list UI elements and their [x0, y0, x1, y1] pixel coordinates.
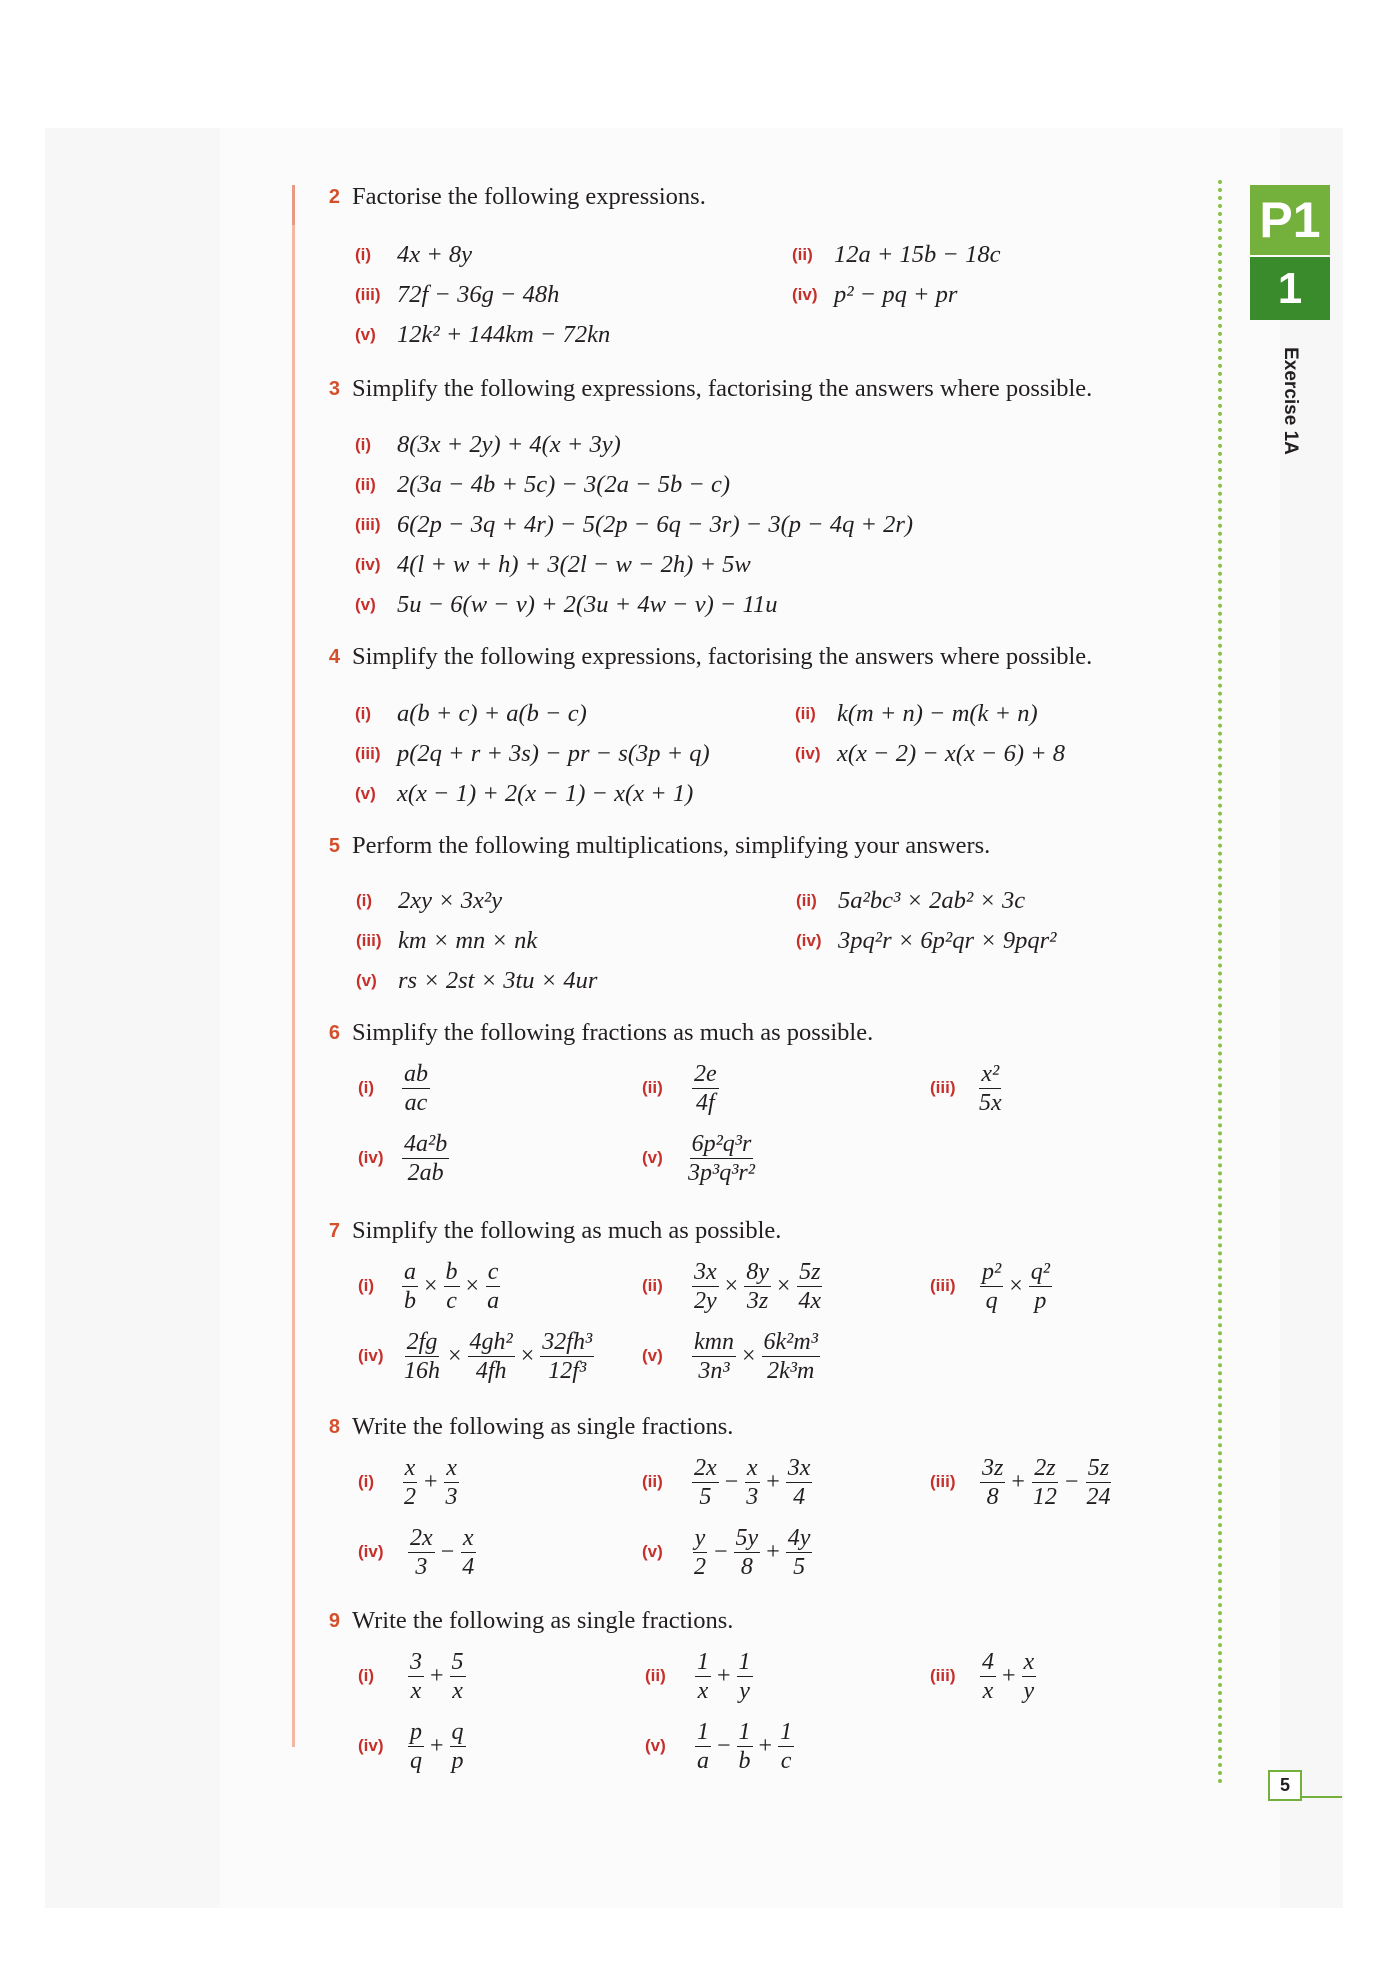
- item-label: (ii): [355, 475, 376, 494]
- item-label: (i): [355, 245, 372, 264]
- item-label: (ii): [796, 891, 817, 910]
- expression: 2(3a − 4b + 5c) − 3(2a − 5b − c): [397, 471, 731, 498]
- fraction: [408, 1648, 424, 1705]
- fraction: [1084, 1454, 1112, 1511]
- denominator: x: [410, 1677, 422, 1704]
- fraction: [402, 1328, 442, 1385]
- denominator: 2k³m: [767, 1357, 815, 1384]
- denominator: b: [738, 1747, 751, 1774]
- margin-rule: [292, 185, 295, 1747]
- denominator: 8: [740, 1553, 753, 1580]
- item-label: (v): [355, 595, 376, 614]
- denominator: y: [1023, 1677, 1035, 1704]
- expression: k(m + n) − m(k + n): [837, 700, 1038, 727]
- chapter-number-tab: 1: [1250, 257, 1330, 320]
- fraction: [692, 1060, 719, 1117]
- denominator: 5x: [979, 1089, 1002, 1116]
- operator: ×: [424, 1272, 438, 1299]
- expression: 6(2p − 3q + 4r) − 5(2p − 6q − 3r) − 3(p − 4q + 2r): [397, 511, 914, 538]
- numerator: kmn: [694, 1328, 734, 1355]
- expression: 8(3x + 2y) + 4(x + 3y): [397, 431, 621, 458]
- numerator: 5: [451, 1648, 464, 1675]
- denominator: 8: [986, 1483, 999, 1510]
- expression: 5u − 6(w − v) + 2(3u + 4w − v) − 11u: [397, 591, 778, 618]
- fraction: [686, 1130, 757, 1187]
- question-number: 5: [328, 835, 340, 857]
- numerator: 2e: [694, 1060, 717, 1087]
- item-label: (ii): [642, 1472, 663, 1491]
- denominator: 24: [1086, 1483, 1111, 1510]
- item-label: (iv): [358, 1542, 384, 1561]
- fraction-expression: [406, 1522, 478, 1582]
- denominator: 3n³: [698, 1357, 730, 1384]
- fraction-expression: [400, 1452, 462, 1512]
- denominator: 5: [793, 1553, 806, 1580]
- denominator: c: [780, 1747, 792, 1774]
- operator: −: [724, 1468, 739, 1495]
- denominator: 16h: [404, 1357, 440, 1384]
- fraction-expression: [690, 1256, 825, 1316]
- operator: +: [758, 1732, 773, 1759]
- item-label: (iii): [930, 1666, 956, 1685]
- question-text: Simplify the following as much as possible.: [352, 1217, 782, 1244]
- item-label: (iv): [358, 1148, 384, 1167]
- operator: −: [714, 1538, 728, 1565]
- operator: +: [430, 1662, 444, 1689]
- expression: 12a + 15b − 18c: [834, 241, 1001, 268]
- denominator: 4: [793, 1483, 806, 1510]
- expression: 5a²bc³ × 2ab² × 3c: [838, 887, 1026, 914]
- fraction: [402, 1130, 449, 1187]
- item-label: (iv): [358, 1736, 384, 1755]
- denominator: c: [446, 1287, 457, 1314]
- item-label: (iii): [930, 1276, 956, 1295]
- fraction: [796, 1258, 823, 1315]
- numerator: c: [487, 1258, 499, 1285]
- numerator: 5z: [799, 1258, 821, 1285]
- expression: rs × 2st × 3tu × 4ur: [398, 967, 598, 994]
- item-label: (v): [642, 1346, 663, 1365]
- fraction: [980, 1648, 996, 1705]
- question-text: Write the following as single fractions.: [352, 1607, 734, 1634]
- numerator: a: [404, 1258, 416, 1285]
- fraction: [692, 1454, 719, 1511]
- fraction: [402, 1454, 418, 1511]
- numerator: 1: [738, 1718, 751, 1745]
- numerator: 1: [780, 1718, 793, 1745]
- item-label: (v): [642, 1148, 663, 1167]
- question-text: Simplify the following fractions as much as possible.: [352, 1019, 874, 1046]
- numerator: b: [445, 1258, 458, 1285]
- numerator: q²: [1030, 1258, 1050, 1285]
- fraction: [444, 1258, 460, 1315]
- fraction: [737, 1718, 753, 1775]
- operator: +: [1011, 1468, 1025, 1495]
- item-label: (v): [355, 784, 376, 803]
- operator: ×: [741, 1342, 756, 1369]
- fraction-expression: [690, 1058, 721, 1118]
- fraction-expression: [693, 1716, 796, 1776]
- numerator: y: [694, 1524, 706, 1551]
- fraction: [695, 1718, 711, 1775]
- denominator: 4x: [798, 1287, 822, 1314]
- item-label: (i): [358, 1666, 375, 1685]
- denominator: p: [1034, 1287, 1047, 1314]
- numerator: x: [462, 1524, 474, 1551]
- fraction: [450, 1718, 466, 1775]
- denominator: x: [982, 1677, 994, 1704]
- expression: 4(l + w + h) + 3(2l − w − 2h) + 5w: [397, 551, 751, 578]
- denominator: 4: [462, 1553, 475, 1580]
- item-label: (ii): [792, 245, 813, 264]
- numerator: 2fg: [406, 1328, 438, 1355]
- fraction: [737, 1648, 753, 1705]
- fraction: [734, 1524, 761, 1581]
- item-label: (iv): [358, 1346, 384, 1365]
- numerator: x: [1023, 1648, 1035, 1675]
- operator: +: [717, 1662, 731, 1689]
- fraction: [540, 1328, 594, 1385]
- numerator: 8y: [746, 1258, 769, 1285]
- exercise-label-text: Exercise 1A: [1280, 347, 1301, 455]
- item-label: (iv): [355, 555, 381, 574]
- fraction: [980, 1454, 1005, 1511]
- denominator: 3: [415, 1553, 428, 1580]
- item-label: (iv): [792, 285, 818, 304]
- denominator: 2: [404, 1483, 416, 1510]
- numerator: p: [410, 1718, 422, 1745]
- item-label: (i): [358, 1276, 375, 1295]
- fraction: [692, 1328, 736, 1385]
- denominator: a: [697, 1747, 709, 1774]
- operator: −: [1064, 1468, 1079, 1495]
- expression: p² − pq + pr: [834, 281, 958, 308]
- expression: a(b + c) + a(b − c): [397, 700, 587, 727]
- operator: +: [424, 1468, 438, 1495]
- question-number: 6: [328, 1022, 340, 1044]
- fraction: [402, 1258, 418, 1315]
- question-number: 3: [328, 378, 340, 400]
- numerator: q: [451, 1718, 464, 1745]
- operator: ×: [448, 1342, 462, 1369]
- denominator: y: [739, 1677, 750, 1704]
- fraction: [402, 1060, 430, 1117]
- item-label: (i): [356, 891, 373, 910]
- fraction: [485, 1258, 501, 1315]
- numerator: 32fh³: [542, 1328, 593, 1355]
- operator: −: [440, 1538, 455, 1565]
- denominator: 3: [445, 1483, 458, 1510]
- fraction: [778, 1718, 794, 1775]
- fraction-expression: [690, 1326, 822, 1386]
- numerator: ab: [404, 1060, 428, 1087]
- numerator: 2x: [694, 1454, 717, 1481]
- fraction-expression: [400, 1058, 432, 1118]
- denominator: b: [404, 1287, 416, 1314]
- operator: −: [717, 1732, 731, 1759]
- expression: x(x − 1) + 2(x − 1) − x(x + 1): [397, 780, 694, 807]
- fraction: [408, 1524, 435, 1581]
- fraction: [444, 1454, 460, 1511]
- dotted-divider: [1218, 180, 1222, 1785]
- question-number: 4: [328, 646, 340, 668]
- question-text: Perform the following multiplications, simplifying your answers.: [352, 832, 991, 859]
- item-label: (ii): [795, 704, 816, 723]
- item-label: (ii): [642, 1276, 663, 1295]
- fraction-expression: [400, 1256, 503, 1316]
- fraction: [786, 1454, 813, 1511]
- item-label: (i): [358, 1078, 375, 1097]
- fraction-expression: [684, 1128, 759, 1188]
- expression: p(2q + r + 3s) − pr − s(3p + q): [397, 740, 710, 767]
- numerator: x: [746, 1454, 758, 1481]
- expression: 72f − 36g − 48h: [397, 281, 560, 308]
- item-label: (v): [355, 325, 376, 344]
- item-label: (ii): [642, 1078, 663, 1097]
- question-number: 7: [328, 1220, 340, 1242]
- denominator: 2ab: [407, 1159, 444, 1186]
- question-text: Simplify the following expressions, factorising the answers where possible.: [352, 643, 1093, 670]
- chapter-tab: P1: [1250, 185, 1330, 255]
- operator: +: [766, 1538, 780, 1565]
- item-label: (i): [355, 704, 372, 723]
- denominator: 3: [746, 1483, 759, 1510]
- item-label: (iv): [795, 744, 821, 763]
- denominator: ac: [404, 1089, 428, 1116]
- expression: 12k² + 144km − 72kn: [397, 321, 611, 348]
- operator: +: [430, 1732, 444, 1759]
- denominator: 4fh: [475, 1357, 507, 1384]
- operator: ×: [724, 1272, 739, 1299]
- fraction: [1022, 1648, 1037, 1705]
- operator: ×: [776, 1272, 791, 1299]
- item-label: (v): [642, 1542, 663, 1561]
- numerator: x²: [981, 1060, 1000, 1087]
- item-label: (v): [356, 971, 377, 990]
- denominator: p: [451, 1747, 464, 1774]
- fraction: [695, 1648, 711, 1705]
- fraction-expression: [978, 1452, 1114, 1512]
- denominator: q: [410, 1747, 422, 1774]
- question-number: 2: [328, 186, 340, 208]
- fraction: [450, 1648, 466, 1705]
- item-label: (ii): [645, 1666, 666, 1685]
- denominator: x: [452, 1677, 463, 1704]
- denominator: 5: [699, 1483, 712, 1510]
- numerator: 6k²m³: [763, 1328, 818, 1355]
- operator: ×: [465, 1272, 480, 1299]
- denominator: 12: [1032, 1483, 1057, 1510]
- numerator: 6p²q³r: [691, 1130, 752, 1157]
- numerator: 3z: [982, 1454, 1004, 1481]
- question-number: 9: [328, 1610, 340, 1632]
- fraction-expression: [690, 1452, 814, 1512]
- expression: km × mn × nk: [398, 927, 538, 954]
- numerator: x: [404, 1454, 416, 1481]
- denominator: q: [985, 1287, 998, 1314]
- expression: x(x − 2) − x(x − 6) + 8: [837, 740, 1066, 767]
- expression: 3pq²r × 6p²qr × 9pqr²: [838, 927, 1057, 954]
- denominator: 3p³q³r²: [688, 1159, 755, 1186]
- fraction: [744, 1258, 771, 1315]
- denominator: a: [487, 1287, 500, 1314]
- denominator: 12f³: [548, 1357, 587, 1384]
- fraction: [977, 1060, 1004, 1117]
- fraction-expression: [690, 1522, 814, 1582]
- numerator: 3x: [694, 1258, 717, 1285]
- numerator: 3x: [787, 1454, 811, 1481]
- fraction-expression: [406, 1646, 468, 1706]
- denominator: 2y: [694, 1287, 717, 1314]
- numerator: 5y: [735, 1524, 759, 1551]
- exercise-label: [1260, 345, 1320, 465]
- item-label: (iii): [355, 285, 381, 304]
- page-number-rule: [1300, 1796, 1342, 1798]
- fraction: [408, 1718, 424, 1775]
- numerator: 2z: [1034, 1454, 1056, 1481]
- denominator: 3z: [746, 1287, 769, 1314]
- fraction: [744, 1454, 760, 1511]
- item-label: (iii): [355, 515, 381, 534]
- denominator: 2: [694, 1553, 706, 1580]
- question-text: Simplify the following expressions, factorising the answers where possible.: [352, 375, 1093, 402]
- item-label: (i): [355, 435, 372, 454]
- item-label: (iii): [930, 1078, 956, 1097]
- fraction: [980, 1258, 1003, 1315]
- expression: 4x + 8y: [397, 241, 473, 268]
- fraction: [786, 1524, 813, 1581]
- page-number: 5: [1268, 1770, 1302, 1801]
- question-number: 8: [328, 1416, 340, 1438]
- item-label: (iv): [796, 931, 822, 950]
- numerator: 1: [738, 1648, 751, 1675]
- question-text: Factorise the following expressions.: [352, 183, 706, 210]
- fraction-expression: [975, 1058, 1006, 1118]
- denominator: 4f: [695, 1089, 715, 1116]
- operator: ×: [520, 1342, 535, 1369]
- item-label: (iii): [356, 931, 382, 950]
- fraction: [460, 1524, 476, 1581]
- fraction-expression: [693, 1646, 755, 1706]
- fraction: [1029, 1258, 1052, 1315]
- numerator: 1: [697, 1718, 709, 1745]
- fraction: [1031, 1454, 1059, 1511]
- denominator: x: [697, 1677, 709, 1704]
- numerator: 3: [410, 1648, 422, 1675]
- fraction-expression: [406, 1716, 468, 1776]
- operator: +: [766, 1468, 780, 1495]
- fraction-expression: [978, 1646, 1038, 1706]
- item-label: (iii): [930, 1472, 956, 1491]
- fraction-expression: [400, 1128, 451, 1188]
- margin-rule-accent: [292, 185, 295, 225]
- numerator: 1: [697, 1648, 709, 1675]
- fraction: [692, 1258, 719, 1315]
- fraction: [692, 1524, 708, 1581]
- operator: ×: [1009, 1272, 1023, 1299]
- question-text: Write the following as single fractions.: [352, 1413, 734, 1440]
- numerator: 4y: [787, 1524, 811, 1551]
- item-label: (v): [645, 1736, 666, 1755]
- numerator: 2x: [410, 1524, 433, 1551]
- fraction: [762, 1328, 820, 1385]
- operator: +: [1002, 1662, 1016, 1689]
- numerator: 5z: [1087, 1454, 1110, 1481]
- numerator: 4gh²: [469, 1328, 513, 1355]
- fraction-expression: [400, 1326, 596, 1386]
- item-label: (i): [358, 1472, 375, 1491]
- fraction-expression: [978, 1256, 1054, 1316]
- fraction: [468, 1328, 515, 1385]
- numerator: p²: [982, 1258, 1002, 1285]
- numerator: 4: [982, 1648, 994, 1675]
- item-label: (iii): [355, 744, 381, 763]
- numerator: x: [446, 1454, 457, 1481]
- expression: 2xy × 3x²y: [398, 887, 503, 914]
- numerator: 4a²b: [404, 1130, 448, 1157]
